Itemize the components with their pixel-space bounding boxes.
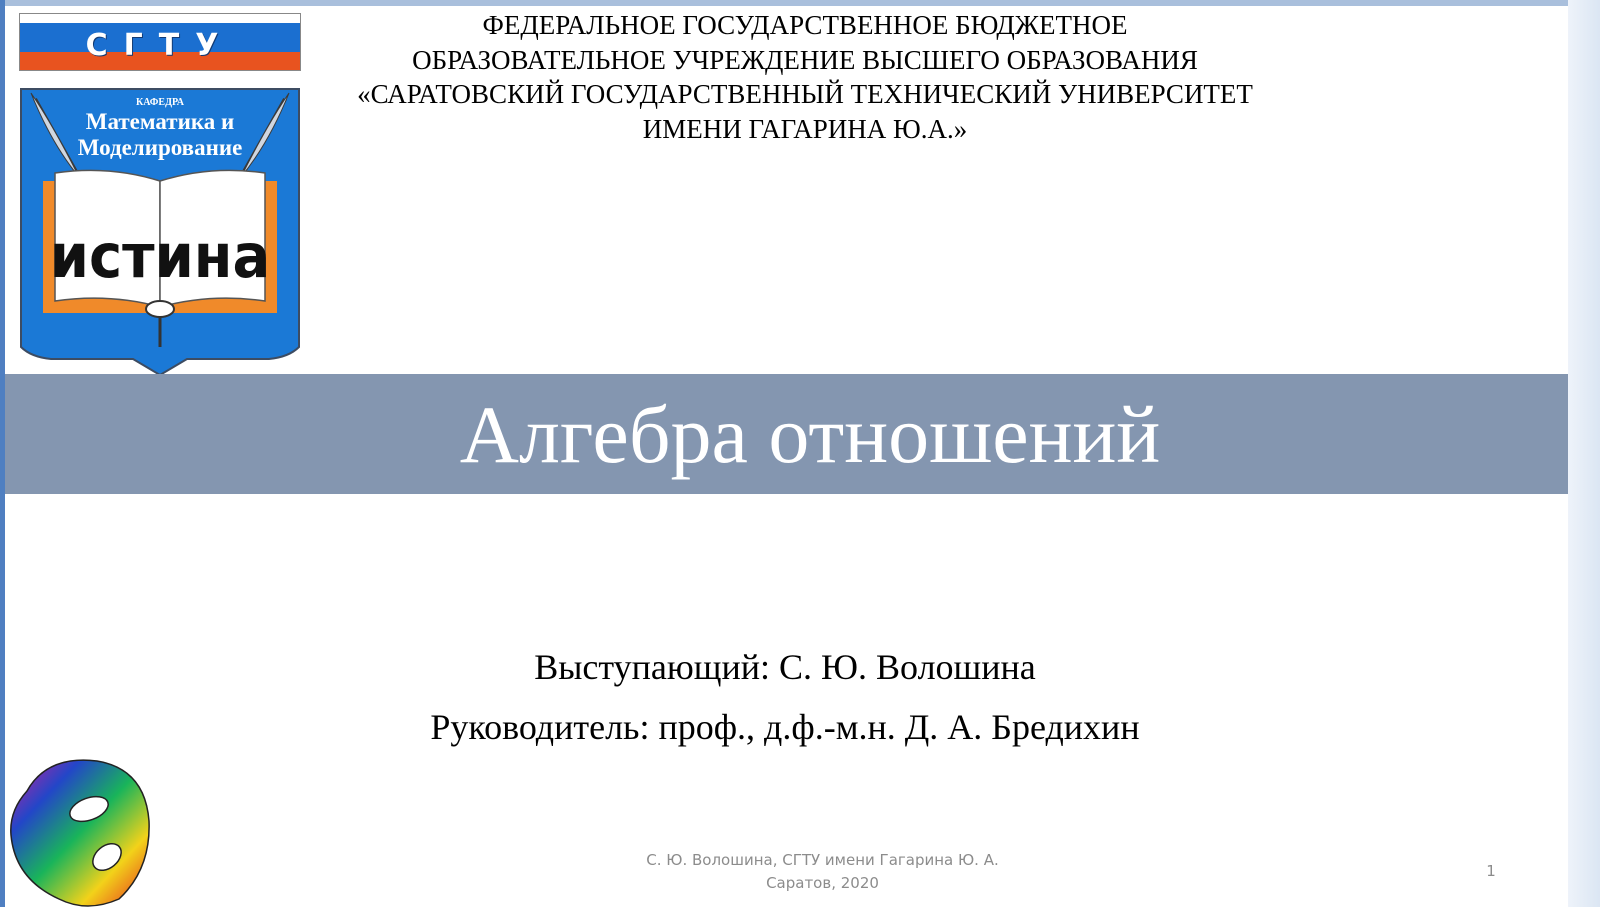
slide-footer [525, 849, 1120, 895]
institution-header [305, 8, 1305, 146]
header-line-1: ФЕДЕРАЛЬНОЕ ГОСУДАРСТВЕННОЕ БЮДЖЕТНОЕ [482, 10, 1128, 40]
logo-dept-label: КАФЕДРА [135, 97, 185, 108]
advisor-line: Руководитель: проф., д.ф.-м.н. Д. А. Бредихин [430, 707, 1140, 747]
slide-number: 1 [1486, 862, 1496, 880]
torus-logo-icon [7, 751, 152, 907]
logo-abbr: СГТУ [85, 28, 235, 63]
header-line-4: ИМЕНИ ГАГАРИНА Ю.А.» [642, 113, 968, 144]
slide-title: Алгебра отношений [459, 389, 1161, 480]
slide [5, 6, 1568, 907]
window-right-edge [1568, 0, 1600, 907]
shield-emblem [19, 85, 301, 375]
title-band [5, 374, 1568, 494]
logo-motto: истина [49, 221, 271, 292]
university-logo [19, 13, 301, 373]
logo-flag [19, 13, 301, 71]
header-line-3: «САРАТОВСКИЙ ГОСУДАРСТВЕННЫЙ ТЕХНИЧЕСКИЙ УНИВЕРСИТЕТ [357, 79, 1253, 109]
footer-line-1: С. Ю. Волошина, СГТУ имени Гагарина Ю. А. [646, 851, 999, 869]
header-line-2: ОБРАЗОВАТЕЛЬНОЕ УЧРЕЖДЕНИЕ ВЫСШЕГО ОБРАЗОВАНИЯ [412, 44, 1198, 75]
footer-line-2: Саратов, 2020 [766, 874, 879, 892]
logo-dept-name-2: Моделирование [77, 135, 243, 160]
logo-dept-name-1: Математика и [85, 109, 235, 134]
speaker-line: Выступающий: С. Ю. Волошина [534, 647, 1036, 687]
